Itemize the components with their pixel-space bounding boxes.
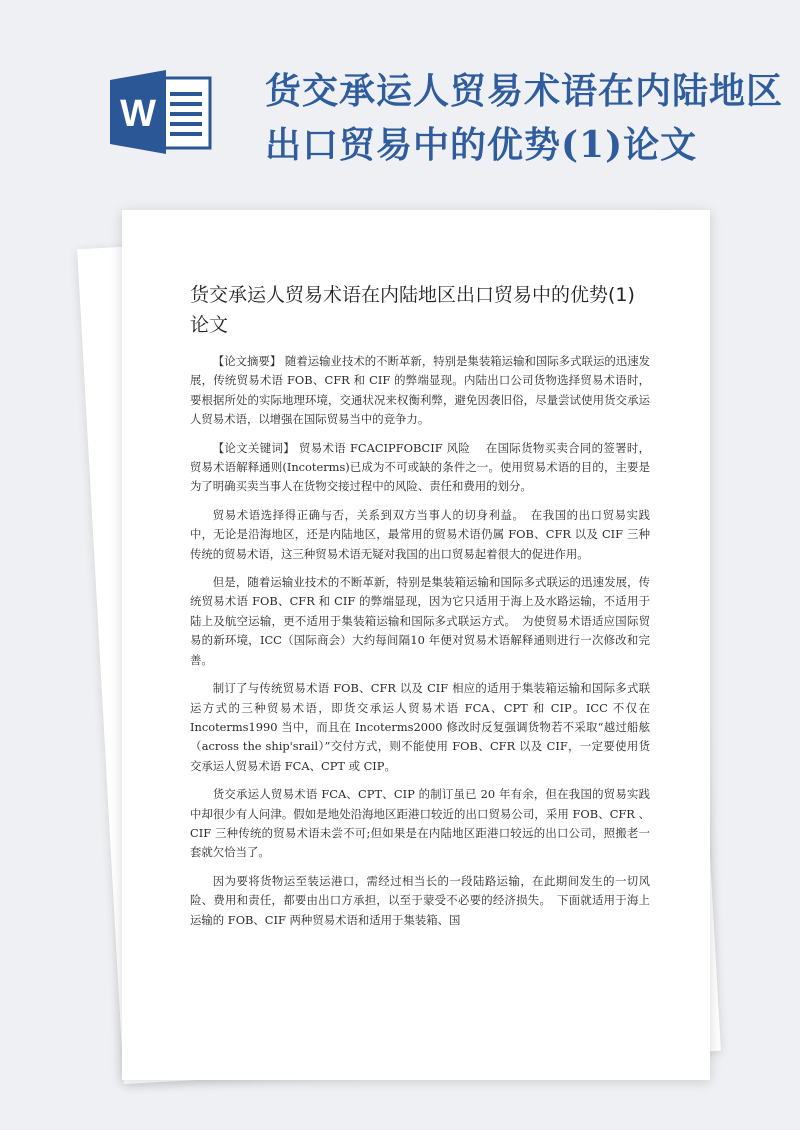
paragraph-abstract: 【论文摘要】 随着运输业技术的不断革新，特别是集装箱运输和国际多式联运的迅速发展，传统贸易术语 FOB、CFR 和 CIF 的弊端显现。内陆出口公司货物选择贸易术语时，要根据所处的实际地理环境，交通状况来权衡利弊，避免因袭旧俗，尽量尝试使用货交承运人贸易术语，以增强在国际贸易当中的竞争力。 [190,354,650,427]
svg-text:W: W [120,93,156,135]
paragraph-keywords: 【论文关键词】 贸易术语 FCACIPFOBCIF 风险 在国际货物买卖合同的签署时，贸易术语解释通则(Incoterms)已成为不可或缺的条件之一。使用贸易术语的目的，主要是为了明确买卖当事人在货物交接过程中的风险、责任和费用的划分。 [190,440,650,494]
paragraph: 制订了与传统贸易术语 FOB、CFR 以及 CIF 相应的适用于集装箱运输和国际多式联运方式的三种贸易术语，即货交承运人贸易术语 FCA、CPT 和 CIP。ICC 不仅在 Incoterms1990 当中，而且在 Incoterms2000 修改时反复强调货物若不采取“越过船舷（across the ship'srail）”交付方式，则不能使用 FOB、CFR 以及 CIF，一定要使用货交承运人贸易术语 FCA、CPT 或 CIP。 [190,681,650,773]
paragraph: 但是，随着运输业技术的不断革新，特别是集装箱运输和国际多式联运的迅速发展，传统贸易术语 FOB、CFR 和 CIF 的弊端显现，因为它只适用于海上及水路运输，不适用于陆上及航空运输，更不适用于集装箱运输和国际多式联运方式。 为使贸易术语适应国际贸易的新环境，ICC（国际商会）大约每间隔10 年便对贸易术语解释通则进行一次修改和完善。 [190,575,650,667]
document-body [190,352,650,939]
word-document-icon [108,70,213,154]
paragraph: 贸易术语选择得正确与否，关系到双方当事人的切身利益。 在我国的出口贸易实践中，无论是沿海地区，还是内陆地区，最常用的贸易术语仍属 FOB、CFR 以及 CIF 三种传统的贸易术语，这三种贸易术语无疑对我国的出口贸易起着很大的促进作用。 [190,507,650,561]
document-title: 货交承运人贸易术语在内陆地区出口贸易中的优势(1)论文 [190,284,635,336]
paragraph: 因为要将货物运至装运港口，需经过相当长的一段陆路运输，在此期间发生的一切风险、费用和责任，都要由出口方承担，以至于蒙受不必要的经济损失。 下面就适用于海上运输的 FOB、CIF 两种贸易术语和适用于集装箱、国 [190,873,650,927]
paragraph: 货交承运人贸易术语 FCA、CPT、CIP 的制订虽已 20 年有余，但在我国的贸易实践中却很少有人问津。假如是地处沿海地区距港口较近的出口贸易公司，采用 FOB、CFR 、CIF 三种传统的贸易术语未尝不可;但如果是在内陆地区距港口较远的出口公司，照搬老一套就欠恰当了。 [190,787,650,860]
header-title: 货交承运人贸易术语在内陆地区出口贸易中的优势(1)论文 [265,70,784,166]
